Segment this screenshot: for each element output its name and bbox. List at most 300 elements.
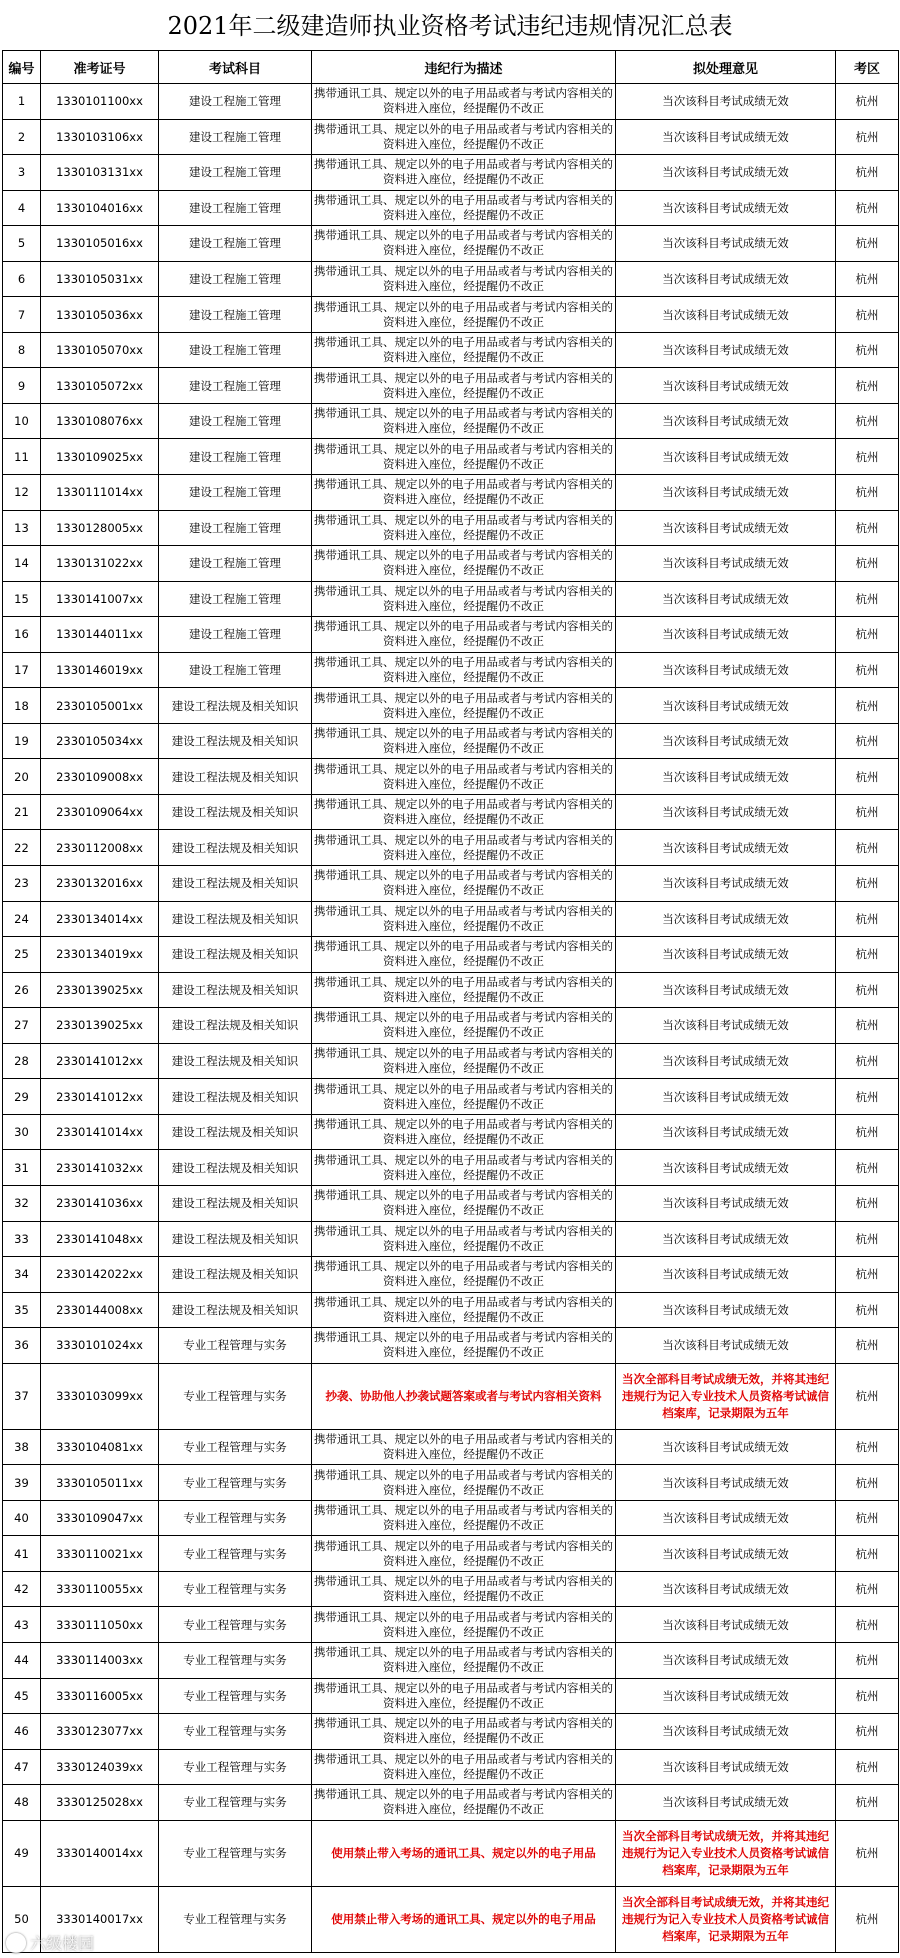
- row-number: 31: [3, 1150, 41, 1186]
- row-opinion: 当次该科目考试成绩无效: [616, 1785, 836, 1821]
- row-description: 携带通讯工具、规定以外的电子用品或者与考试内容相关的资料进入座位，经提醒仍不改正: [312, 652, 616, 688]
- row-number: 27: [3, 1008, 41, 1044]
- row-area: 杭州: [836, 1820, 899, 1886]
- row-opinion: 当次该科目考试成绩无效: [616, 617, 836, 653]
- row-number: 36: [3, 1328, 41, 1364]
- row-subject: 专业工程管理与实务: [159, 1886, 312, 1952]
- row-subject: 建设工程法规及相关知识: [159, 937, 312, 973]
- row-description: 携带通讯工具、规定以外的电子用品或者与考试内容相关的资料进入座位，经提醒仍不改正: [312, 723, 616, 759]
- row-area: 杭州: [836, 1114, 899, 1150]
- row-description: 携带通讯工具、规定以外的电子用品或者与考试内容相关的资料进入座位，经提醒仍不改正: [312, 261, 616, 297]
- row-number: 1: [3, 84, 41, 120]
- row-opinion: 当次该科目考试成绩无效: [616, 119, 836, 155]
- row-description: 携带通讯工具、规定以外的电子用品或者与考试内容相关的资料进入座位，经提醒仍不改正: [312, 155, 616, 191]
- row-number: 38: [3, 1429, 41, 1465]
- row-opinion: 当次该科目考试成绩无效: [616, 403, 836, 439]
- page-title: 2021年二级建造师执业资格考试违纪违规情况汇总表: [167, 12, 733, 40]
- row-opinion: 当次该科目考试成绩无效: [616, 261, 836, 297]
- table-row: [3, 1114, 899, 1150]
- row-description: 携带通讯工具、规定以外的电子用品或者与考试内容相关的资料进入座位，经提醒仍不改正: [312, 1221, 616, 1257]
- row-description: 携带通讯工具、规定以外的电子用品或者与考试内容相关的资料进入座位，经提醒仍不改正: [312, 1429, 616, 1465]
- row-area: 杭州: [836, 794, 899, 830]
- header-description: 违纪行为描述: [312, 51, 616, 84]
- row-description: 携带通讯工具、规定以外的电子用品或者与考试内容相关的资料进入座位，经提醒仍不改正: [312, 1185, 616, 1221]
- row-number: 48: [3, 1785, 41, 1821]
- row-description: 携带通讯工具、规定以外的电子用品或者与考试内容相关的资料进入座位，经提醒仍不改正: [312, 901, 616, 937]
- row-opinion: 当次该科目考试成绩无效: [616, 1114, 836, 1150]
- row-number: 16: [3, 617, 41, 653]
- row-description: 携带通讯工具、规定以外的电子用品或者与考试内容相关的资料进入座位，经提醒仍不改正: [312, 1678, 616, 1714]
- row-opinion: 当次该科目考试成绩无效: [616, 155, 836, 191]
- row-number: 30: [3, 1114, 41, 1150]
- row-description: 携带通讯工具、规定以外的电子用品或者与考试内容相关的资料进入座位，经提醒仍不改正: [312, 546, 616, 582]
- table-row: [3, 297, 899, 333]
- row-subject: 建设工程法规及相关知识: [159, 1292, 312, 1328]
- row-description: 携带通讯工具、规定以外的电子用品或者与考试内容相关的资料进入座位，经提醒仍不改正: [312, 297, 616, 333]
- row-opinion: 当次该科目考试成绩无效: [616, 84, 836, 120]
- row-number: 18: [3, 688, 41, 724]
- row-area: 杭州: [836, 1257, 899, 1293]
- row-subject: 建设工程施工管理: [159, 403, 312, 439]
- row-number: 25: [3, 937, 41, 973]
- row-description: 携带通讯工具、规定以外的电子用品或者与考试内容相关的资料进入座位，经提醒仍不改正: [312, 1292, 616, 1328]
- row-opinion: 当次该科目考试成绩无效: [616, 1571, 836, 1607]
- row-area: 杭州: [836, 475, 899, 511]
- table-row: [3, 866, 899, 902]
- row-ticket-id: 3330124039xx: [41, 1749, 159, 1785]
- row-ticket-id: 2330105001xx: [41, 688, 159, 724]
- row-subject: 建设工程施工管理: [159, 546, 312, 582]
- row-subject: 专业工程管理与实务: [159, 1429, 312, 1465]
- row-subject: 建设工程法规及相关知识: [159, 830, 312, 866]
- row-number: 2: [3, 119, 41, 155]
- table-header-row: [3, 51, 899, 84]
- table-row: [3, 1749, 899, 1785]
- row-area: 杭州: [836, 1043, 899, 1079]
- row-subject: 建设工程施工管理: [159, 617, 312, 653]
- row-ticket-id: 2330144008xx: [41, 1292, 159, 1328]
- row-ticket-id: 2330109064xx: [41, 794, 159, 830]
- row-opinion: 当次该科目考试成绩无效: [616, 1714, 836, 1750]
- row-number: 33: [3, 1221, 41, 1257]
- row-number: 26: [3, 972, 41, 1008]
- row-opinion: 当次该科目考试成绩无效: [616, 226, 836, 262]
- violations-table: [2, 50, 899, 1953]
- table-row: [3, 1607, 899, 1643]
- row-area: 杭州: [836, 155, 899, 191]
- row-ticket-id: 3330114003xx: [41, 1642, 159, 1678]
- table-row: [3, 617, 899, 653]
- row-area: 杭州: [836, 190, 899, 226]
- row-subject: 建设工程法规及相关知识: [159, 794, 312, 830]
- row-number: 3: [3, 155, 41, 191]
- row-subject: 专业工程管理与实务: [159, 1536, 312, 1572]
- row-number: 32: [3, 1185, 41, 1221]
- row-number: 9: [3, 368, 41, 404]
- row-ticket-id: 3330116005xx: [41, 1678, 159, 1714]
- row-ticket-id: 2330109008xx: [41, 759, 159, 795]
- row-ticket-id: 1330101100xx: [41, 84, 159, 120]
- row-ticket-id: 1330105072xx: [41, 368, 159, 404]
- row-ticket-id: 1330105070xx: [41, 332, 159, 368]
- row-ticket-id: 3330109047xx: [41, 1500, 159, 1536]
- row-opinion: 当次该科目考试成绩无效: [616, 1678, 836, 1714]
- table-row: [3, 475, 899, 511]
- row-subject: 建设工程施工管理: [159, 119, 312, 155]
- row-area: 杭州: [836, 546, 899, 582]
- row-opinion: 当次该科目考试成绩无效: [616, 1185, 836, 1221]
- row-subject: 建设工程法规及相关知识: [159, 1043, 312, 1079]
- row-opinion: 当次该科目考试成绩无效: [616, 794, 836, 830]
- row-opinion: 当次该科目考试成绩无效: [616, 901, 836, 937]
- table-row: [3, 1185, 899, 1221]
- row-subject: 建设工程施工管理: [159, 581, 312, 617]
- row-description: 携带通讯工具、规定以外的电子用品或者与考试内容相关的资料进入座位，经提醒仍不改正: [312, 1607, 616, 1643]
- row-subject: 建设工程法规及相关知识: [159, 1079, 312, 1115]
- row-subject: 建设工程施工管理: [159, 475, 312, 511]
- row-area: 杭州: [836, 1079, 899, 1115]
- row-number: 19: [3, 723, 41, 759]
- row-description: 携带通讯工具、规定以外的电子用品或者与考试内容相关的资料进入座位，经提醒仍不改正: [312, 937, 616, 973]
- row-ticket-id: 2330134014xx: [41, 901, 159, 937]
- row-area: 杭州: [836, 901, 899, 937]
- row-ticket-id: 3330111050xx: [41, 1607, 159, 1643]
- row-subject: 建设工程施工管理: [159, 261, 312, 297]
- row-description: 携带通讯工具、规定以外的电子用品或者与考试内容相关的资料进入座位，经提醒仍不改正: [312, 403, 616, 439]
- header-subject: 考试科目: [159, 51, 312, 84]
- row-number: 43: [3, 1607, 41, 1643]
- row-ticket-id: 1330105016xx: [41, 226, 159, 262]
- row-number: 47: [3, 1749, 41, 1785]
- row-subject: 专业工程管理与实务: [159, 1714, 312, 1750]
- row-number: 35: [3, 1292, 41, 1328]
- row-description: 携带通讯工具、规定以外的电子用品或者与考试内容相关的资料进入座位，经提醒仍不改正: [312, 759, 616, 795]
- row-number: 45: [3, 1678, 41, 1714]
- header-opinion: 拟处理意见: [616, 51, 836, 84]
- row-ticket-id: 3330101024xx: [41, 1328, 159, 1364]
- row-opinion: 当次该科目考试成绩无效: [616, 1079, 836, 1115]
- row-area: 杭州: [836, 332, 899, 368]
- row-ticket-id: 3330123077xx: [41, 1714, 159, 1750]
- table-row: [3, 510, 899, 546]
- row-ticket-id: 1330144011xx: [41, 617, 159, 653]
- row-description: 使用禁止带入考场的通讯工具、规定以外的电子用品: [312, 1820, 616, 1886]
- row-subject: 建设工程法规及相关知识: [159, 1257, 312, 1293]
- row-number: 39: [3, 1465, 41, 1501]
- row-ticket-id: 3330103099xx: [41, 1363, 159, 1429]
- row-ticket-id: 1330103106xx: [41, 119, 159, 155]
- row-subject: 建设工程施工管理: [159, 226, 312, 262]
- row-ticket-id: 3330110055xx: [41, 1571, 159, 1607]
- row-ticket-id: 2330132016xx: [41, 866, 159, 902]
- row-subject: 建设工程法规及相关知识: [159, 972, 312, 1008]
- row-subject: 建设工程法规及相关知识: [159, 901, 312, 937]
- table-row: [3, 723, 899, 759]
- row-description: 携带通讯工具、规定以外的电子用品或者与考试内容相关的资料进入座位，经提醒仍不改正: [312, 1008, 616, 1044]
- row-opinion: 当次全部科目考试成绩无效，并将其违纪违规行为记入专业技术人员资格考试诚信档案库，记录期限为五年: [616, 1886, 836, 1952]
- row-opinion: 当次该科目考试成绩无效: [616, 1328, 836, 1364]
- row-subject: 建设工程施工管理: [159, 297, 312, 333]
- row-opinion: 当次该科目考试成绩无效: [616, 439, 836, 475]
- row-area: 杭州: [836, 1328, 899, 1364]
- row-area: 杭州: [836, 1363, 899, 1429]
- row-opinion: 当次该科目考试成绩无效: [616, 332, 836, 368]
- row-subject: 建设工程法规及相关知识: [159, 1221, 312, 1257]
- row-area: 杭州: [836, 723, 899, 759]
- row-number: 40: [3, 1500, 41, 1536]
- row-opinion: 当次该科目考试成绩无效: [616, 1008, 836, 1044]
- row-ticket-id: 3330125028xx: [41, 1785, 159, 1821]
- row-area: 杭州: [836, 1500, 899, 1536]
- table-row: [3, 759, 899, 795]
- table-row: [3, 1785, 899, 1821]
- row-description: 携带通讯工具、规定以外的电子用品或者与考试内容相关的资料进入座位，经提醒仍不改正: [312, 475, 616, 511]
- row-area: 杭州: [836, 1185, 899, 1221]
- row-number: 37: [3, 1363, 41, 1429]
- row-ticket-id: 1330103131xx: [41, 155, 159, 191]
- row-description: 携带通讯工具、规定以外的电子用品或者与考试内容相关的资料进入座位，经提醒仍不改正: [312, 830, 616, 866]
- row-ticket-id: 2330141012xx: [41, 1043, 159, 1079]
- row-area: 杭州: [836, 1465, 899, 1501]
- table-row: [3, 1363, 899, 1429]
- row-area: 杭州: [836, 937, 899, 973]
- row-opinion: 当次该科目考试成绩无效: [616, 546, 836, 582]
- row-subject: 专业工程管理与实务: [159, 1642, 312, 1678]
- row-ticket-id: 2330142022xx: [41, 1257, 159, 1293]
- row-number: 42: [3, 1571, 41, 1607]
- row-area: 杭州: [836, 866, 899, 902]
- row-description: 携带通讯工具、规定以外的电子用品或者与考试内容相关的资料进入座位，经提醒仍不改正: [312, 332, 616, 368]
- row-subject: 建设工程法规及相关知识: [159, 759, 312, 795]
- row-description: 携带通讯工具、规定以外的电子用品或者与考试内容相关的资料进入座位，经提醒仍不改正: [312, 119, 616, 155]
- row-opinion: 当次该科目考试成绩无效: [616, 1292, 836, 1328]
- table-row: [3, 1079, 899, 1115]
- row-number: 12: [3, 475, 41, 511]
- row-ticket-id: 2330141048xx: [41, 1221, 159, 1257]
- row-number: 15: [3, 581, 41, 617]
- row-area: 杭州: [836, 368, 899, 404]
- row-area: 杭州: [836, 1571, 899, 1607]
- row-opinion: 当次该科目考试成绩无效: [616, 972, 836, 1008]
- row-subject: 建设工程施工管理: [159, 84, 312, 120]
- row-ticket-id: 2330141014xx: [41, 1114, 159, 1150]
- row-opinion: 当次该科目考试成绩无效: [616, 830, 836, 866]
- row-opinion: 当次该科目考试成绩无效: [616, 1536, 836, 1572]
- row-description: 携带通讯工具、规定以外的电子用品或者与考试内容相关的资料进入座位，经提醒仍不改正: [312, 1465, 616, 1501]
- table-row: [3, 546, 899, 582]
- row-number: 5: [3, 226, 41, 262]
- row-number: 46: [3, 1714, 41, 1750]
- row-ticket-id: 3330105011xx: [41, 1465, 159, 1501]
- row-number: 13: [3, 510, 41, 546]
- row-opinion: 当次该科目考试成绩无效: [616, 759, 836, 795]
- row-area: 杭州: [836, 1008, 899, 1044]
- row-description: 携带通讯工具、规定以外的电子用品或者与考试内容相关的资料进入座位，经提醒仍不改正: [312, 1257, 616, 1293]
- header-area: 考区: [836, 51, 899, 84]
- row-number: 29: [3, 1079, 41, 1115]
- row-area: 杭州: [836, 1221, 899, 1257]
- row-subject: 建设工程施工管理: [159, 155, 312, 191]
- row-area: 杭州: [836, 261, 899, 297]
- row-opinion: 当次该科目考试成绩无效: [616, 1429, 836, 1465]
- row-description: 携带通讯工具、规定以外的电子用品或者与考试内容相关的资料进入座位，经提醒仍不改正: [312, 1500, 616, 1536]
- table-row: [3, 794, 899, 830]
- row-description: 携带通讯工具、规定以外的电子用品或者与考试内容相关的资料进入座位，经提醒仍不改正: [312, 1536, 616, 1572]
- row-subject: 专业工程管理与实务: [159, 1500, 312, 1536]
- table-row: [3, 830, 899, 866]
- row-area: 杭州: [836, 1607, 899, 1643]
- row-description: 携带通讯工具、规定以外的电子用品或者与考试内容相关的资料进入座位，经提醒仍不改正: [312, 1079, 616, 1115]
- table-row: [3, 119, 899, 155]
- table-row: [3, 1429, 899, 1465]
- table-row: [3, 155, 899, 191]
- row-description: 携带通讯工具、规定以外的电子用品或者与考试内容相关的资料进入座位，经提醒仍不改正: [312, 1114, 616, 1150]
- row-description: 携带通讯工具、规定以外的电子用品或者与考试内容相关的资料进入座位，经提醒仍不改正: [312, 972, 616, 1008]
- row-opinion: 当次该科目考试成绩无效: [616, 1257, 836, 1293]
- table-row: [3, 226, 899, 262]
- row-area: 杭州: [836, 972, 899, 1008]
- row-ticket-id: 2330139025xx: [41, 972, 159, 1008]
- row-subject: 专业工程管理与实务: [159, 1363, 312, 1429]
- row-subject: 专业工程管理与实务: [159, 1328, 312, 1364]
- header-number: 编号: [3, 51, 41, 84]
- row-subject: 建设工程施工管理: [159, 190, 312, 226]
- row-opinion: 当次该科目考试成绩无效: [616, 1749, 836, 1785]
- table-row: [3, 1008, 899, 1044]
- row-subject: 建设工程施工管理: [159, 439, 312, 475]
- row-area: 杭州: [836, 1150, 899, 1186]
- row-subject: 建设工程施工管理: [159, 510, 312, 546]
- row-opinion: 当次全部科目考试成绩无效，并将其违纪违规行为记入专业技术人员资格考试诚信档案库，记录期限为五年: [616, 1820, 836, 1886]
- row-opinion: 当次该科目考试成绩无效: [616, 1500, 836, 1536]
- table-row: [3, 1820, 899, 1886]
- row-area: 杭州: [836, 510, 899, 546]
- row-area: 杭州: [836, 652, 899, 688]
- row-area: 杭州: [836, 1678, 899, 1714]
- row-description: 携带通讯工具、规定以外的电子用品或者与考试内容相关的资料进入座位，经提醒仍不改正: [312, 1785, 616, 1821]
- table-row: [3, 1465, 899, 1501]
- row-number: 28: [3, 1043, 41, 1079]
- row-ticket-id: 2330105034xx: [41, 723, 159, 759]
- table-row: [3, 84, 899, 120]
- row-opinion: 当次该科目考试成绩无效: [616, 510, 836, 546]
- row-description: 携带通讯工具、规定以外的电子用品或者与考试内容相关的资料进入座位，经提醒仍不改正: [312, 688, 616, 724]
- watermark-logo-icon: [6, 1933, 26, 1953]
- row-subject: 建设工程法规及相关知识: [159, 866, 312, 902]
- row-ticket-id: 1330131022xx: [41, 546, 159, 582]
- row-description: 携带通讯工具、规定以外的电子用品或者与考试内容相关的资料进入座位，经提醒仍不改正: [312, 510, 616, 546]
- table-row: [3, 1500, 899, 1536]
- row-area: 杭州: [836, 84, 899, 120]
- row-description: 携带通讯工具、规定以外的电子用品或者与考试内容相关的资料进入座位，经提醒仍不改正: [312, 1749, 616, 1785]
- row-subject: 专业工程管理与实务: [159, 1607, 312, 1643]
- row-number: 41: [3, 1536, 41, 1572]
- row-area: 杭州: [836, 1749, 899, 1785]
- table-row: [3, 1642, 899, 1678]
- row-number: 50: [3, 1886, 41, 1952]
- row-number: 7: [3, 297, 41, 333]
- table-row: [3, 1150, 899, 1186]
- row-description: 携带通讯工具、规定以外的电子用品或者与考试内容相关的资料进入座位，经提醒仍不改正: [312, 226, 616, 262]
- row-area: 杭州: [836, 581, 899, 617]
- table-row: [3, 1678, 899, 1714]
- row-description: 携带通讯工具、规定以外的电子用品或者与考试内容相关的资料进入座位，经提醒仍不改正: [312, 439, 616, 475]
- table-row: [3, 1714, 899, 1750]
- row-number: 24: [3, 901, 41, 937]
- row-number: 6: [3, 261, 41, 297]
- row-ticket-id: 1330128005xx: [41, 510, 159, 546]
- row-opinion: 当次该科目考试成绩无效: [616, 1043, 836, 1079]
- row-subject: 专业工程管理与实务: [159, 1749, 312, 1785]
- row-number: 23: [3, 866, 41, 902]
- row-subject: 建设工程法规及相关知识: [159, 1008, 312, 1044]
- row-ticket-id: 3330104081xx: [41, 1429, 159, 1465]
- row-description: 携带通讯工具、规定以外的电子用品或者与考试内容相关的资料进入座位，经提醒仍不改正: [312, 1571, 616, 1607]
- row-subject: 建设工程法规及相关知识: [159, 1150, 312, 1186]
- row-description: 携带通讯工具、规定以外的电子用品或者与考试内容相关的资料进入座位，经提醒仍不改正: [312, 84, 616, 120]
- row-ticket-id: 1330146019xx: [41, 652, 159, 688]
- row-subject: 专业工程管理与实务: [159, 1465, 312, 1501]
- row-subject: 建设工程施工管理: [159, 332, 312, 368]
- row-subject: 专业工程管理与实务: [159, 1785, 312, 1821]
- row-description: 抄袭、协助他人抄袭试题答案或者与考试内容相关资料: [312, 1363, 616, 1429]
- row-number: 8: [3, 332, 41, 368]
- row-opinion: 当次该科目考试成绩无效: [616, 723, 836, 759]
- row-number: 14: [3, 546, 41, 582]
- row-opinion: 当次该科目考试成绩无效: [616, 688, 836, 724]
- row-opinion: 当次该科目考试成绩无效: [616, 297, 836, 333]
- table-row: [3, 1571, 899, 1607]
- table-row: [3, 652, 899, 688]
- table-row: [3, 1328, 899, 1364]
- row-area: 杭州: [836, 1536, 899, 1572]
- row-area: 杭州: [836, 830, 899, 866]
- row-description: 携带通讯工具、规定以外的电子用品或者与考试内容相关的资料进入座位，经提醒仍不改正: [312, 1328, 616, 1364]
- row-ticket-id: 3330140014xx: [41, 1820, 159, 1886]
- row-ticket-id: 1330108076xx: [41, 403, 159, 439]
- row-description: 携带通讯工具、规定以外的电子用品或者与考试内容相关的资料进入座位，经提醒仍不改正: [312, 866, 616, 902]
- row-area: 杭州: [836, 403, 899, 439]
- table-row: [3, 972, 899, 1008]
- row-description: 携带通讯工具、规定以外的电子用品或者与考试内容相关的资料进入座位，经提醒仍不改正: [312, 1150, 616, 1186]
- row-ticket-id: 1330105036xx: [41, 297, 159, 333]
- row-area: 杭州: [836, 439, 899, 475]
- table-row: [3, 688, 899, 724]
- row-number: 20: [3, 759, 41, 795]
- row-opinion: 当次该科目考试成绩无效: [616, 581, 836, 617]
- row-opinion: 当次该科目考试成绩无效: [616, 866, 836, 902]
- row-area: 杭州: [836, 617, 899, 653]
- table-row: [3, 332, 899, 368]
- row-opinion: 当次该科目考试成绩无效: [616, 190, 836, 226]
- row-area: 杭州: [836, 1429, 899, 1465]
- row-ticket-id: 2330112008xx: [41, 830, 159, 866]
- row-area: 杭州: [836, 119, 899, 155]
- row-ticket-id: 1330109025xx: [41, 439, 159, 475]
- table-row: [3, 1257, 899, 1293]
- row-ticket-id: 2330134019xx: [41, 937, 159, 973]
- watermark: [6, 1931, 94, 1954]
- row-subject: 建设工程法规及相关知识: [159, 1185, 312, 1221]
- row-subject: 建设工程法规及相关知识: [159, 688, 312, 724]
- row-subject: 专业工程管理与实务: [159, 1820, 312, 1886]
- watermark-text: 六级楼园: [30, 1934, 95, 1953]
- row-number: 34: [3, 1257, 41, 1293]
- row-description: 携带通讯工具、规定以外的电子用品或者与考试内容相关的资料进入座位，经提醒仍不改正: [312, 190, 616, 226]
- row-ticket-id: 2330141036xx: [41, 1185, 159, 1221]
- row-subject: 专业工程管理与实务: [159, 1571, 312, 1607]
- row-description: 携带通讯工具、规定以外的电子用品或者与考试内容相关的资料进入座位，经提醒仍不改正: [312, 368, 616, 404]
